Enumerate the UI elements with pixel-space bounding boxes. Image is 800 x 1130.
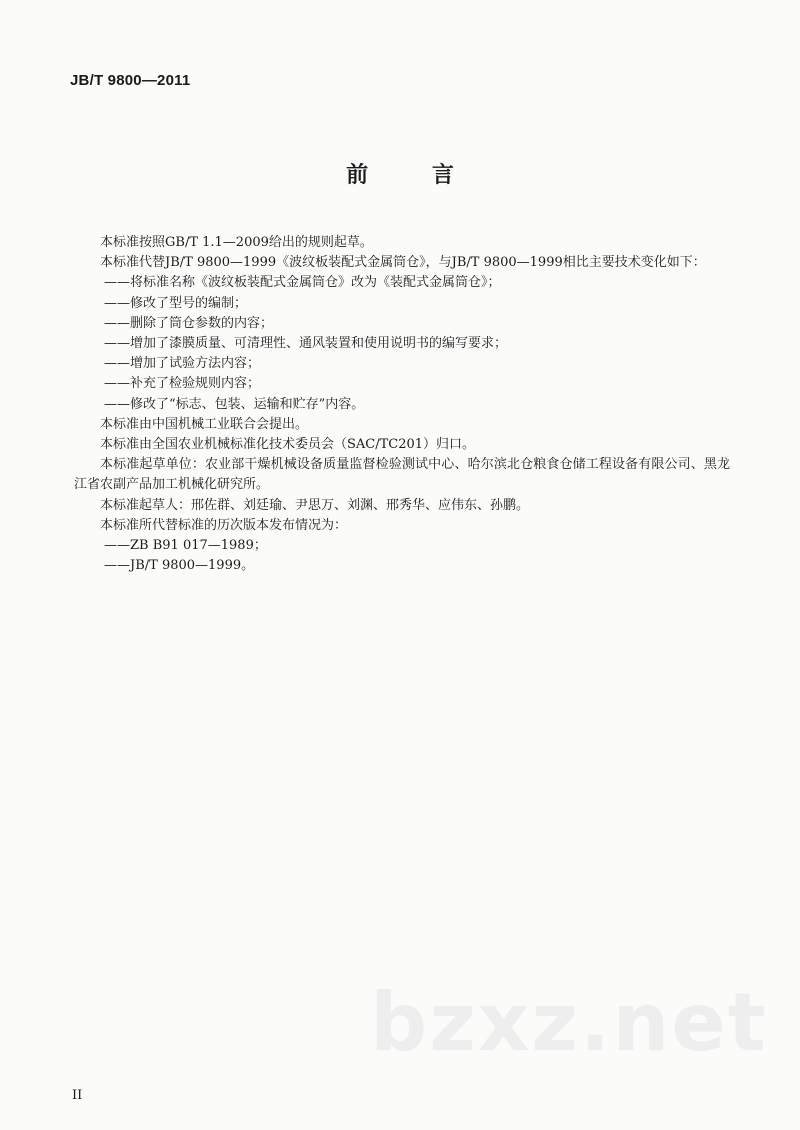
paragraph: 本标准所代替标准的历次版本发布情况为：	[100, 517, 348, 533]
paragraph: 本标准按照GB/T 1.1—2009给出的规则起草。	[100, 235, 373, 250]
list-item: ——删除了筒仓参数的内容；	[104, 315, 274, 331]
page-number: II	[72, 1088, 83, 1103]
body-text	[74, 233, 730, 576]
list-item: ——补充了检验规则内容；	[104, 376, 261, 392]
watermark: bzxz.net	[370, 976, 768, 1069]
list-item: ——ZB B91 017—1989；	[104, 538, 267, 554]
list-item: ——修改了“标志、包装、运输和贮存”内容。	[104, 396, 365, 412]
list-item: ——增加了漆膜质量、可清理性、通风装置和使用说明书的编写要求；	[104, 336, 508, 352]
paragraph: 本标准代替JB/T 9800—1999《波纹板装配式金属筒仓》，与JB/T 9800—1999相比主要技术变化如下：	[100, 255, 706, 271]
paragraph: 本标准由中国机械工业联合会提出。	[100, 416, 309, 432]
list-item: ——修改了型号的编制；	[104, 295, 248, 311]
list-item: ——将标准名称《波纹板装配式金属筒仓》改为《装配式金属筒仓》；	[104, 275, 501, 291]
paragraph: 本标准起草单位：农业部干燥机械设备质量监督检验测试中心、哈尔滨北仓粮食仓储工程设备有限公司、黑龙江省农副产品加工机械化研究所。	[74, 457, 730, 493]
paragraph: 本标准由全国农业机械标准化技术委员会（SAC/TC201）归口。	[100, 437, 476, 453]
page-title: 前 言	[346, 163, 482, 188]
paragraph: 本标准起草人：邢佐群、刘廷瑜、尹思万、刘渊、邢秀华、应伟东、孙鹏。	[100, 497, 530, 513]
standard-code: JB/T 9800—2011	[70, 72, 191, 89]
list-item: ——JB/T 9800—1999。	[104, 558, 255, 574]
list-item: ——增加了试验方法内容；	[104, 356, 261, 372]
